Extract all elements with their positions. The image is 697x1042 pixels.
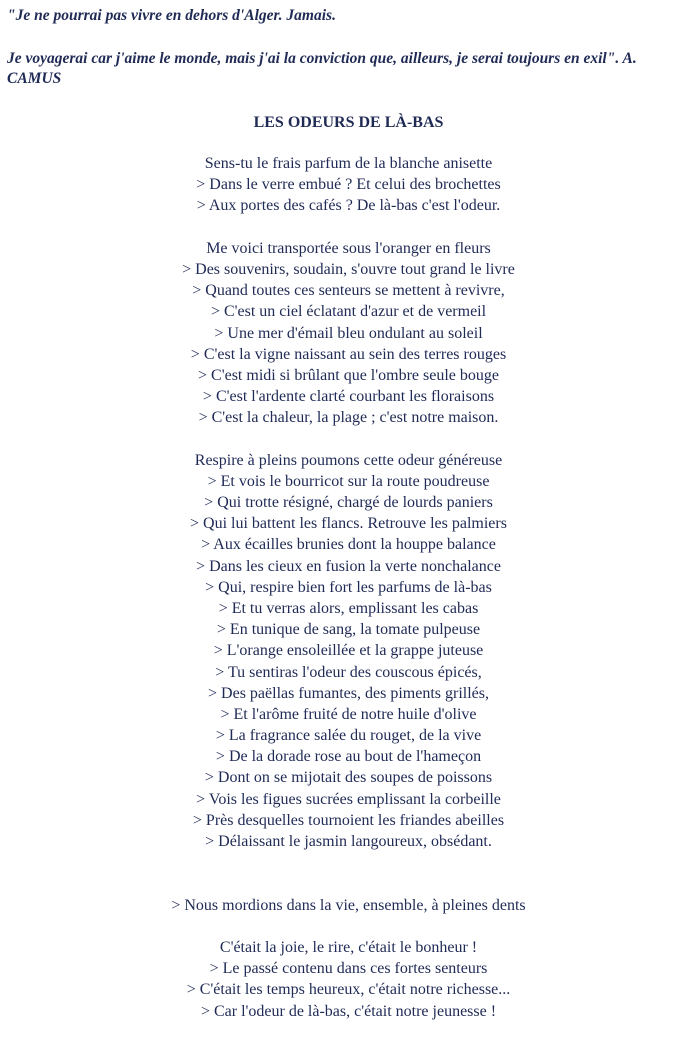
poem-line: > C'est l'ardente clarté courbant les floraisons: [202, 388, 495, 406]
stanza-3: [0, 450, 697, 853]
stanza-5: [0, 937, 697, 1022]
epigraph-line-1: "Je ne pourrai pas vivre en dehors d'Alger. Jamais.: [7, 7, 336, 24]
poem-line: > C'est la vigne naissant au sein des terres rouges: [190, 345, 507, 363]
poem-line: > Le passé contenu dans ces fortes senteurs: [209, 960, 488, 978]
poem-line: > Qui lui battent les flancs. Retrouve les palmiers: [190, 515, 507, 533]
poem-line: > Des paëllas fumantes, des piments grillés,: [208, 684, 489, 702]
stanza-1: [0, 153, 697, 217]
poem-line: > Vois les figues sucrées emplissant la corbeille: [196, 790, 501, 808]
poem-line: > Délaissant le jasmin langoureux, obsédant.: [205, 833, 492, 850]
poem-line: > C'est un ciel éclatant d'azur et de vermeil: [210, 303, 487, 321]
poem-line: > La fragrance salée du rouget, de la vive: [215, 727, 482, 745]
poem-line: Respire à pleins poumons cette odeur généreuse: [194, 451, 503, 469]
stanza-2: [0, 238, 697, 429]
poem-line: > Qui trotte résigné, chargé de lourds paniers: [204, 494, 493, 511]
poem-line: > Tu sentiras l'odeur des couscous épicés,: [215, 663, 482, 681]
poem-line: > L'orange ensoleillée et la grappe juteuse: [213, 642, 484, 660]
poem-title: LES ODEURS DE LÀ-BAS: [253, 114, 444, 131]
poem-line: > Une mer d'émail bleu ondulant au soleil: [214, 324, 483, 342]
poem-line: > Nous mordions dans la vie, ensemble, à pleines dents: [171, 896, 526, 914]
poem-line: > Et vois le bourricot sur la route poudreuse: [207, 472, 490, 490]
poem-line: > Près desquelles tournoient les friandes abeilles: [192, 811, 505, 829]
poem-line: > Dont on se mijotait des soupes de poissons: [204, 769, 493, 787]
poem-line: > Quand toutes ces senteurs se mettent à revivre,: [192, 282, 505, 300]
poem-line: > Et tu verras alors, emplissant les cabas: [218, 599, 479, 617]
poem-line: > C'était les temps heureux, c'était notre richesse...: [186, 981, 511, 999]
poem-line: Sens-tu le frais parfum de la blanche anisette: [204, 155, 493, 172]
stanza-4: [0, 895, 697, 916]
poem-body: [0, 153, 697, 1022]
poem-line: > C'est la chaleur, la plage ; c'est notre maison.: [198, 409, 499, 427]
epigraph-line-2: Je voyagerai car j'aime le monde, mais j'ai la conviction que, ailleurs, je serai toujours en exil". A. CAMUS: [7, 50, 637, 87]
poem-line: > Qui, respire bien fort les parfums de là-bas: [205, 578, 492, 596]
poem-line: Me voici transportée sous l'oranger en fleurs: [206, 239, 491, 257]
poem-line: > Des souvenirs, soudain, s'ouvre tout grand le livre: [182, 260, 515, 278]
poem-line: C'était la joie, le rire, c'était le bonheur !: [219, 938, 478, 956]
poem-line: > De la dorade rose au bout de l'hameçon: [215, 748, 482, 766]
poem-line: > Dans les cieux en fusion la verte nonchalance: [196, 557, 501, 575]
poem-line: > Et l'arôme fruité de notre huile d'olive: [220, 705, 477, 723]
poem-line: > Aux portes des cafés ? De là-bas c'est l'odeur.: [196, 197, 501, 215]
poem-line: > Aux écailles brunies dont la houppe balance: [201, 536, 496, 554]
poem-line: > C'est midi si brûlant que l'ombre seule bouge: [198, 366, 499, 384]
poem-line: > Car l'odeur de là-bas, c'était notre jeunesse !: [200, 1002, 497, 1020]
poem-line: > En tunique de sang, la tomate pulpeuse: [216, 621, 481, 639]
poem-line: > Dans le verre embué ? Et celui des brochettes: [196, 176, 501, 194]
